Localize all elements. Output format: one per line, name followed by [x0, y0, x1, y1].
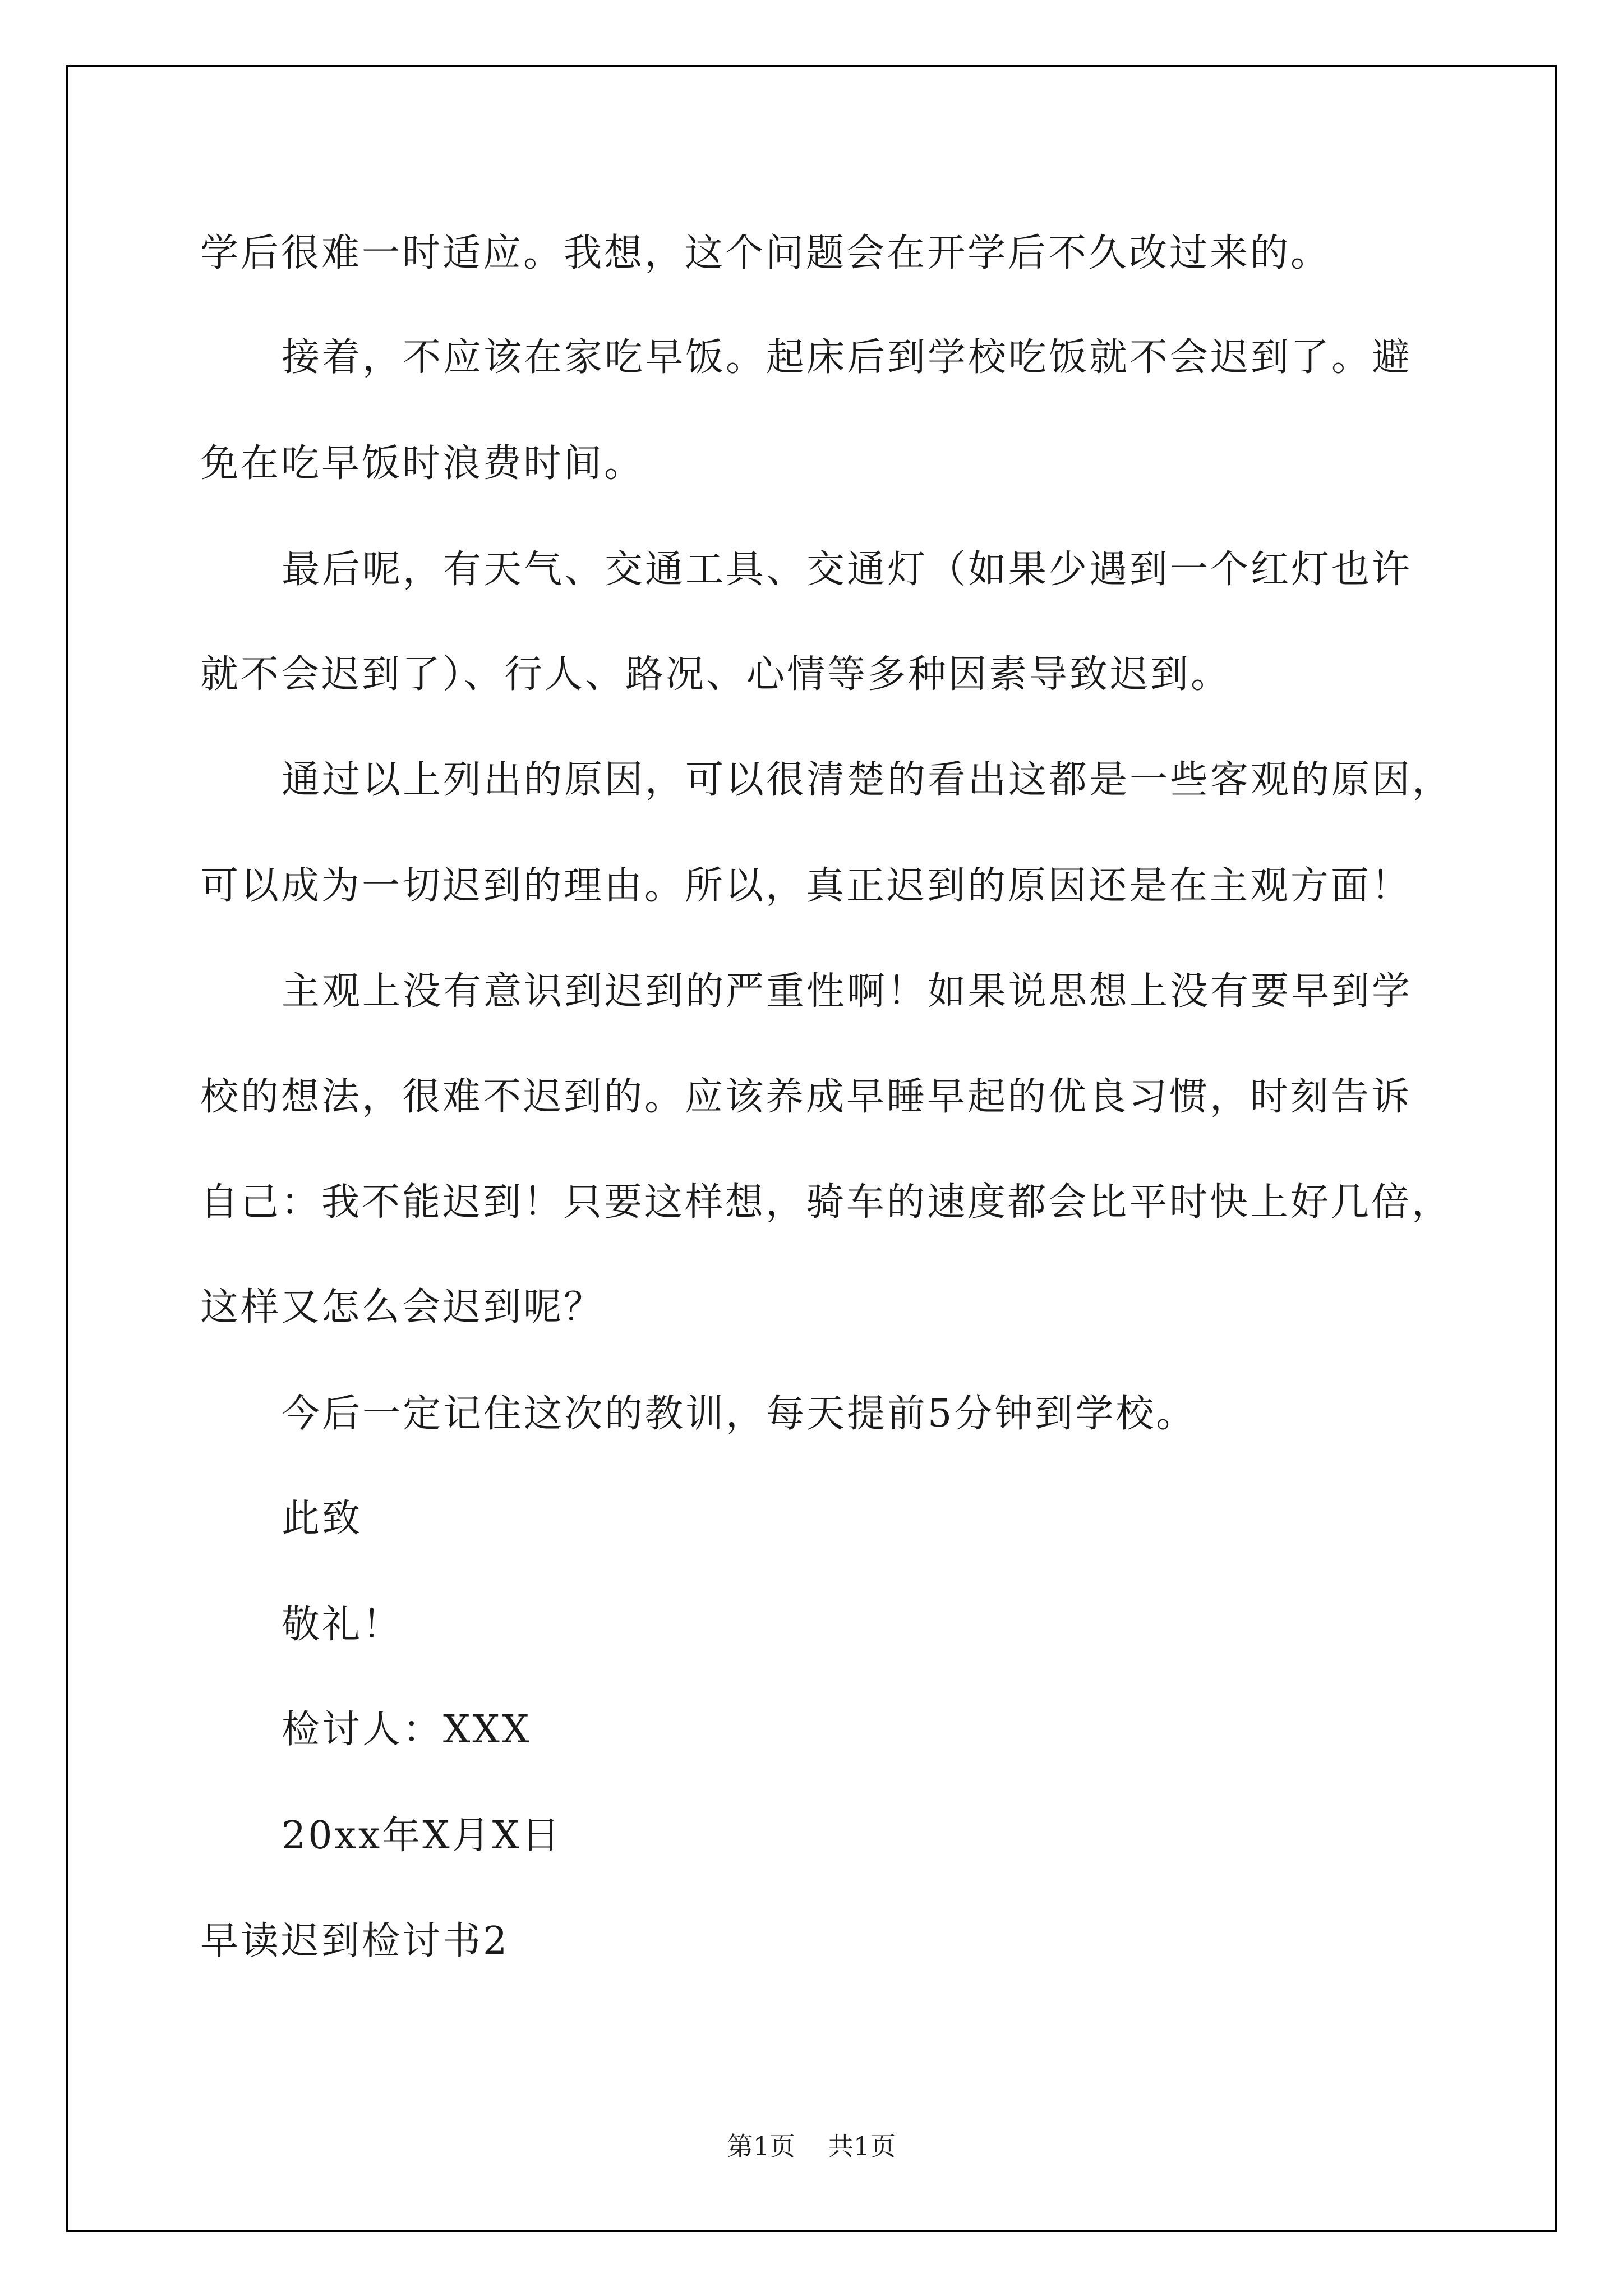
paragraph-line: 学后很难一时适应。我想，这个问题会在开学后不久改过来的。 — [200, 231, 1331, 275]
paragraph-line: 校的想法，很难不迟到的。应该养成早睡早起的优良习惯，时刻告诉 — [200, 1075, 1412, 1119]
page-number: 第1页 — [727, 2131, 795, 2161]
paragraph-line: 通过以上列出的原因，可以很清楚的看出这都是一些客观的原因， — [282, 758, 1453, 802]
paragraph-line: 可以成为一切迟到的理由。所以，真正迟到的原因还是在主观方面！ — [200, 864, 1412, 908]
paragraph-line: 就不会迟到了）、行人、路况、心情等多种因素导致迟到。 — [200, 652, 1232, 697]
paragraph-line: 主观上没有意识到迟到的严重性啊！如果说思想上没有要早到学 — [282, 969, 1413, 1014]
paragraph-line: 自己：我不能迟到！只要这样想，骑车的速度都会比平时快上好几倍， — [200, 1180, 1453, 1225]
paragraph-line: 免在吃早饭时浪费时间。 — [200, 441, 645, 486]
paragraph-line: 最后呢，有天气、交通工具、交通灯（如果少遇到一个红灯也许 — [282, 547, 1413, 592]
section-title: 早读迟到检讨书2 — [200, 1919, 510, 1963]
paragraph-line: 接着，不应该在家吃早饭。起床后到学校吃饭就不会迟到了。避 — [282, 335, 1413, 380]
page-border — [66, 65, 1557, 2232]
closing-respect: 敬礼！ — [282, 1603, 403, 1647]
closing-salutation: 此致 — [282, 1497, 363, 1541]
paragraph-line: 这样又怎么会迟到呢？ — [200, 1285, 605, 1329]
page-total: 共1页 — [828, 2131, 896, 2161]
paragraph-line: 今后一定记住这次的教训，每天提前5分钟到学校。 — [282, 1392, 1197, 1436]
signature-name: 检讨人：XXX — [282, 1708, 532, 1752]
page-footer — [0, 2133, 1623, 2159]
signature-date: 20xx年X月X日 — [282, 1814, 562, 1858]
